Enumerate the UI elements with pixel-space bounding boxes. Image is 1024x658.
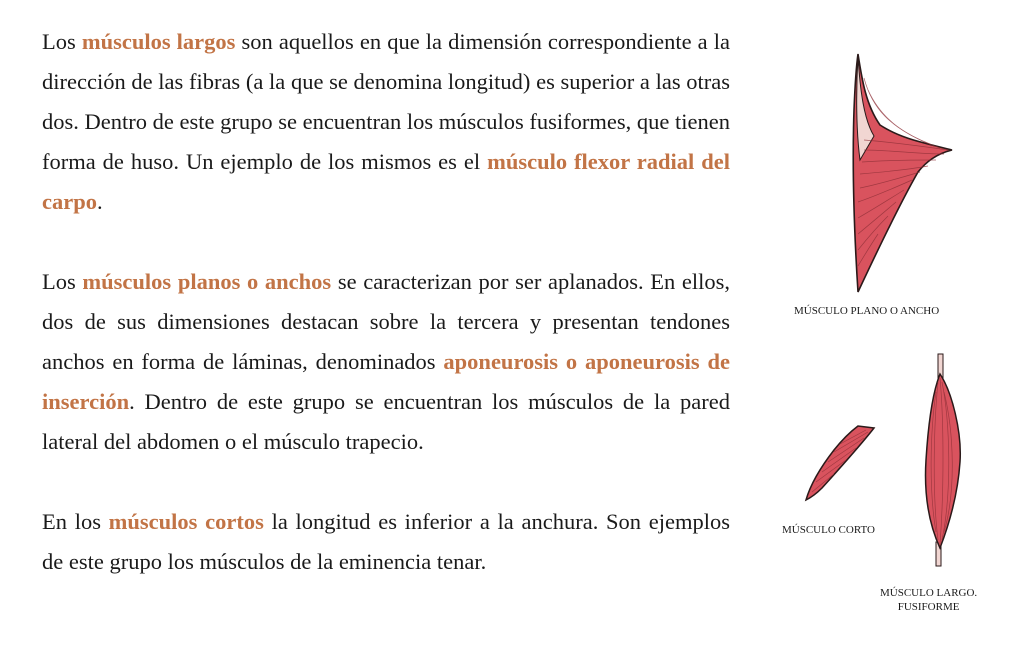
flat-muscle-caption: MÚSCULO PLANO O ANCHO: [794, 305, 940, 317]
long-muscle-caption: [880, 586, 977, 614]
long-muscle-caption-line2: FUSIFORME: [897, 601, 960, 613]
body-text: Los: [42, 269, 83, 294]
body-text: .: [97, 189, 103, 214]
highlighted-term[interactable]: aponeurosis o aponeurosis de inserción: [42, 349, 730, 414]
paragraph-short-muscles: [42, 502, 730, 582]
body-text: Los: [42, 29, 82, 54]
long-muscle-caption-line1: MÚSCULO LARGO.: [880, 587, 978, 599]
paragraph-flat-muscles: [42, 262, 730, 462]
article-text: [42, 22, 730, 622]
highlighted-term[interactable]: músculos largos: [81, 29, 236, 54]
paragraph-long-muscles: [42, 22, 730, 222]
short-muscle-caption: MÚSCULO CORTO: [782, 524, 875, 536]
short-muscle-illustration: [800, 420, 882, 506]
body-text: se caracterizan por ser aplanados. En ellos, dos de sus dimensiones destacan sobre la tercera y presentan tendones anchos en forma de láminas, denominados: [42, 269, 731, 374]
body-text: son aquellos en que la dimensión correspondiente a la dirección de las fibras (a la que se denomina longitud) es superior a las otras dos. Dentro de este grupo se encuentran los músculos fusiformes, que tienen forma de huso. Un ejemplo de los mismos es el: [42, 29, 730, 174]
long-muscle-illustration: [914, 352, 970, 568]
highlighted-term[interactable]: músculos planos o anchos: [82, 269, 332, 294]
highlighted-term[interactable]: músculo flexor radial del carpo: [42, 149, 731, 214]
body-text: En los: [42, 509, 109, 534]
body-text: . Dentro de este grupo se encuentran los músculos de la pared lateral del abdomen o el músculo trapecio.: [42, 389, 730, 454]
highlighted-term[interactable]: músculos cortos: [108, 509, 264, 534]
body-text: la longitud es inferior a la anchura. Son ejemplos de este grupo los músculos de la eminencia tenar.: [42, 509, 730, 574]
flat-muscle-illustration: [840, 50, 970, 300]
